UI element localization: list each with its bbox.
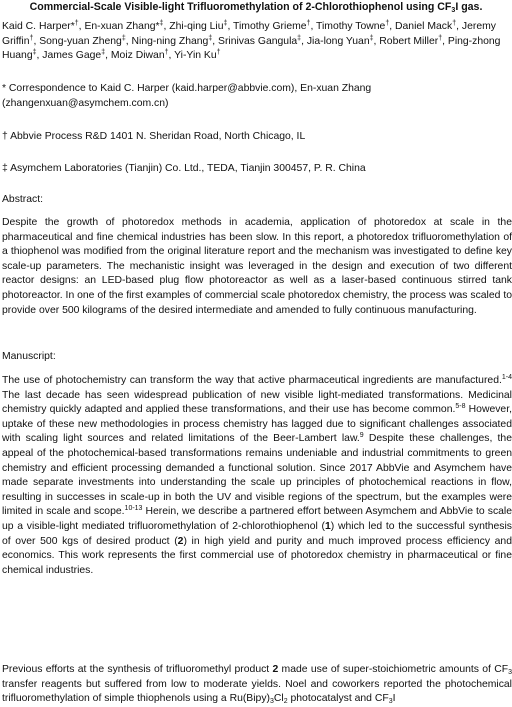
author-mark: † (164, 49, 169, 57)
paper-title (0, 0, 512, 14)
author-mark: ‡ (121, 34, 126, 42)
author-mark: ‡ (223, 20, 228, 27)
author-mark: † (74, 20, 79, 27)
author-mark: † (452, 20, 457, 27)
compound-number: 1 (325, 520, 331, 532)
author: , Timothy Towne (310, 21, 386, 32)
author: Kaid C. Harper* (2, 21, 75, 32)
abstract-text: Despite the growth of photoredox methods in academia, application of photoredox at scale in the pharmaceutical and fine chemical industries has been slow. In this report, a photoredox trifluoromethylation of a thiophenol was modified from the original literature report and the mechanism was investigated to define key scale-up parameters. The mechanistic insight was leveraged in the design and execution of two different reactor designs: an LED-based plug flow photoreactor as well as a laser-based continuous stirred tank photoreactor. In one of the first examples of commercial scale photoredox chemistry, the process was scaled to provide over 500 kilograms of the desired intermediate and amended to fully continuous manufacturing. (2, 217, 512, 316)
author-mark: ‡ (159, 20, 164, 27)
author-mark: ‡ (101, 49, 106, 57)
citation: 9 (359, 432, 364, 440)
author: , Robert Miller (373, 35, 439, 47)
author: , Yi-Yin Ku (168, 50, 217, 62)
citation: 10-13 (124, 505, 143, 513)
compound-number: 2 (177, 535, 184, 547)
author-mark: † (385, 20, 390, 27)
author-mark: ‡ (208, 34, 213, 42)
author: , Timothy Grieme (227, 21, 307, 32)
citation: 5-8 (455, 403, 466, 411)
author: , En-xuan Zhang* (78, 21, 160, 32)
author: , Jia-long Yuan (301, 35, 370, 47)
author-mark: ‡ (32, 49, 37, 57)
author: , Ning-ning Zhang (125, 35, 209, 47)
abstract-heading: Abstract: (2, 194, 43, 205)
author: , Srinivas Gangula (212, 35, 298, 47)
title-subscript: 3 (451, 7, 456, 14)
author-mark: † (306, 20, 311, 27)
manuscript-paragraph-2: Previous efforts at the synthesis of trifluoromethyl product 2 made use of super-stoichiometric amounts of $CF_3$ transfer reagents but suffered from low to moderate yields. Noel and coworkers reported the photochemical trifluoromethylation of simple thiophenols using a $Ru(Bipy)_3Cl_2$ photocatalyst and $CF_3I$ (2, 664, 512, 706)
affiliation-abbvie: † Abbvie Process R&D 1401 N. Sheridan Road, North Chicago, IL (2, 131, 306, 142)
author-mark: † (216, 49, 221, 57)
author-mark: ‡ (297, 34, 302, 42)
author-list (2, 20, 512, 64)
compound-number: 2 (272, 664, 279, 675)
author-mark: † (29, 34, 34, 42)
title-text: Commercial-Scale Visible-light Trifluoromethylation of 2-Chlorothiophenol using CF (29, 1, 452, 13)
manuscript-paragraph-1: The use of photochemistry can transform the way that active pharmaceutical ingredients are manufactured.$^{1-4}$ The last decade has seen widespread publication of new visible light-mediated transformations. Medicinal chemistry quickly adapted and applied these transformations, and their use has become common.$^{5-8}$ However, uptake of these new methodologies in process chemistry has lagged due to significant challenges associated with scaling light sources and related limitations of the Beer-Lambert law.$^9$ Despite these challenges, the appeal of the photochemical-based transformations remains undeniable and industrial commitments to green chemistry and efficient processing demanded a functional solution. Since 2017 AbbVie and Asymchem have made separate investments into understanding the scale up principles of photochemical reactions in flow, resulting in successes in scale-up in both the UV and visible regions of the spectrum, but the examples were limited in scale and scope.$^{10-13}$ Herein, we describe a partnered effort between Asymchem and AbbVie to scale up a visible-light mediated trifluoromethylation of 2-chlorothiophenol (1) which led to the successful synthesis of over 500 kgs of desired product (2) in high yield and purity and much improved process efficiency and economics. This work represents the first commercial use of photoredox chemistry in pharmaceutical or fine chemical industries. (2, 374, 512, 576)
author: , Zhi-qing Liu (163, 21, 224, 32)
affiliation-asymchem: ‡ Asymchem Laboratories (Tianjin) Co. Ltd., TEDA, Tianjin 300457, P. R. China (2, 163, 366, 174)
author: , Jeremy Griffin (2, 21, 496, 47)
author: , Daniel Mack (389, 21, 453, 32)
citation: 1-4 (501, 374, 512, 381)
author-mark: ‡ (369, 34, 374, 42)
author: , Moiz Diwan (105, 50, 165, 62)
author: , Song-yuan Zheng (33, 35, 122, 47)
author-mark: † (438, 34, 443, 42)
manuscript-heading: Manuscript: (2, 351, 56, 362)
correspondence-note: * Correspondence to Kaid C. Harper (kaid.harper@abbvie.com), En-xuan Zhang (zhangenxuan@asymchem.com.cn) (2, 83, 372, 109)
author: , James Gage (36, 50, 102, 62)
author: , Ping-zhong Huang (2, 35, 501, 62)
title-text-end: I gas. (455, 1, 483, 13)
